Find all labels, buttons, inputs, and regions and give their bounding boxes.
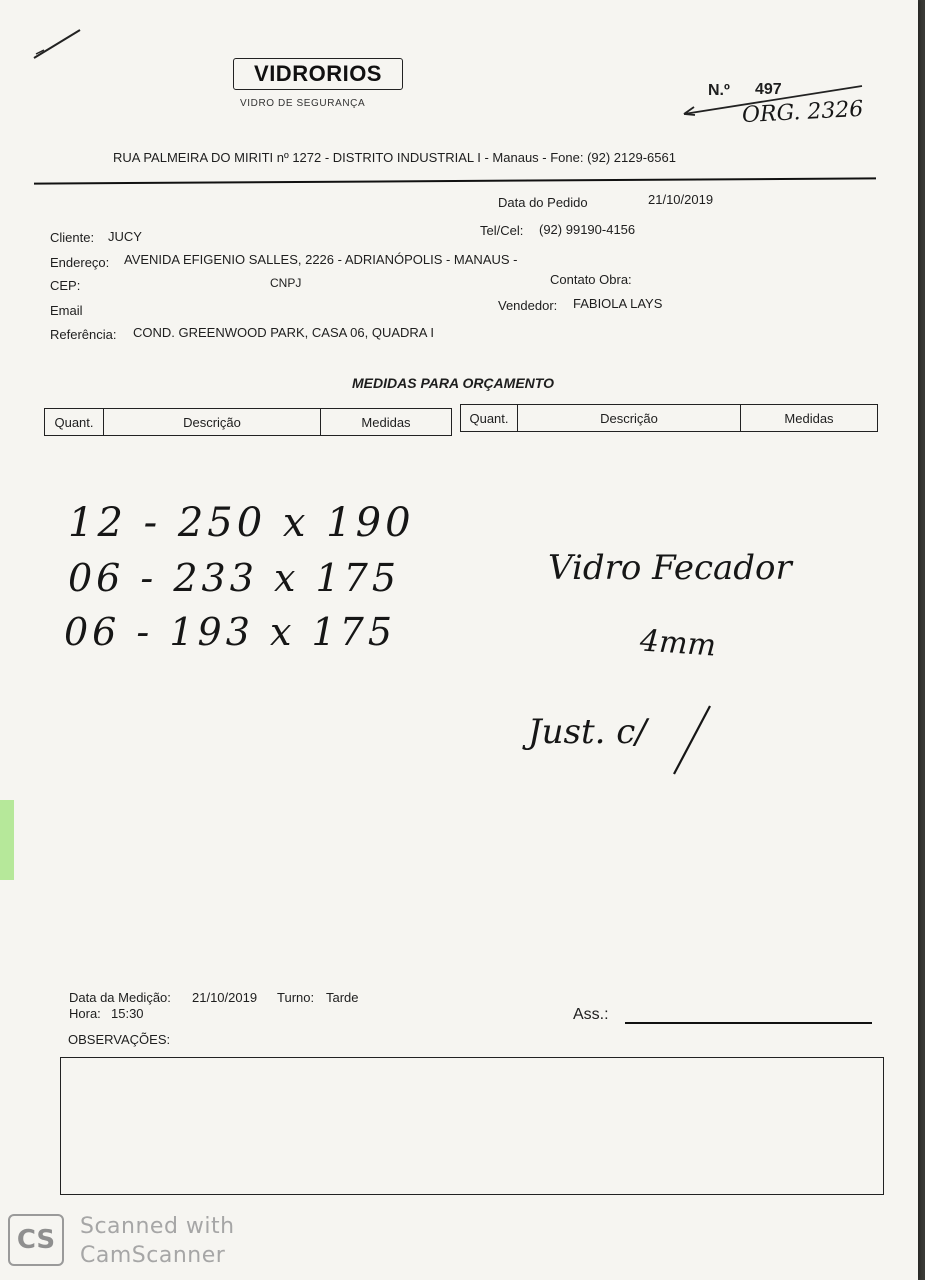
brand-logo: VIDRORIOS	[233, 58, 403, 90]
camscanner-logo: CS	[8, 1214, 64, 1266]
watermark-line-2: CamScanner	[80, 1243, 226, 1268]
phone-value: (92) 99190-4156	[539, 222, 636, 237]
time-label: Hora:	[69, 1006, 101, 1021]
address-label: Endereço:	[50, 255, 110, 270]
client-value: JUCY	[108, 229, 142, 244]
order-number-value: 497	[755, 81, 782, 98]
order-number-label: N.º	[708, 82, 730, 99]
measures-section-title: MEDIDAS PARA ORÇAMENTO	[352, 375, 554, 391]
column-header-quantity: Quant.	[461, 405, 518, 431]
handwritten-glass-description: Vidro Fecador	[548, 548, 792, 588]
column-header-description: Descrição	[518, 405, 741, 431]
pen-mark-icon	[30, 24, 86, 64]
shift-label: Turno:	[277, 990, 315, 1005]
column-header-description: Descrição	[104, 409, 321, 435]
handwritten-org-number: ORG. 2326	[741, 96, 864, 129]
site-contact-label: Contato Obra:	[550, 272, 632, 287]
handwritten-note: Just. c/	[528, 712, 647, 752]
cep-label: CEP:	[50, 278, 81, 293]
brand-tagline: VIDRO DE SEGURANÇA	[240, 98, 366, 109]
company-address: RUA PALMEIRA DO MIRITI nº 1272 - DISTRITO INDUSTRIAL I - Manaus - Fone: (92) 2129-6561	[113, 150, 676, 165]
order-date-value: 21/10/2019	[648, 192, 714, 207]
column-header-measures: Medidas	[784, 410, 834, 426]
seller-value: FABIOLA LAYS	[573, 296, 663, 311]
order-date-label: Data do Pedido	[498, 195, 588, 210]
reference-value: COND. GREENWOOD PARK, CASA 06, QUADRA I	[133, 325, 434, 340]
measures-table-header-right	[460, 404, 878, 432]
watermark-line-1: Scanned with	[80, 1214, 235, 1239]
measure-date-label: Data da Medição:	[69, 990, 171, 1005]
signature-line[interactable]	[625, 1022, 872, 1024]
measures-table-header-left	[44, 408, 452, 436]
handwritten-measure-line: 06 - 233 x 175	[68, 556, 401, 600]
phone-label: Tel/Cel:	[480, 223, 524, 238]
column-header-quantity: Quant.	[45, 409, 104, 435]
reference-label: Referência:	[50, 327, 117, 342]
seller-label: Vendedor:	[498, 298, 558, 313]
header-divider	[34, 177, 876, 184]
observations-box[interactable]	[60, 1057, 884, 1195]
email-label: Email	[50, 303, 83, 318]
background-edge	[0, 800, 14, 880]
column-header-measures: Medidas	[361, 414, 411, 430]
observations-label: OBSERVAÇÕES:	[68, 1032, 171, 1047]
cnpj-label: CNPJ	[270, 276, 302, 290]
time-value: 15:30	[111, 1006, 144, 1021]
handwritten-slash-icon	[664, 700, 724, 780]
address-value: AVENIDA EFIGENIO SALLES, 2226 - ADRIANÓPOLIS - MANAUS -	[124, 252, 518, 267]
handwritten-measure-line: 06 - 193 x 175	[64, 610, 397, 654]
signature-label: Ass.:	[573, 1006, 609, 1023]
shift-value: Tarde	[326, 990, 359, 1005]
client-label: Cliente:	[50, 230, 95, 245]
handwritten-measure-line: 12 - 250 x 190	[68, 500, 415, 546]
handwritten-glass-thickness: 4mm	[638, 623, 718, 664]
measure-date-value: 21/10/2019	[192, 990, 258, 1005]
